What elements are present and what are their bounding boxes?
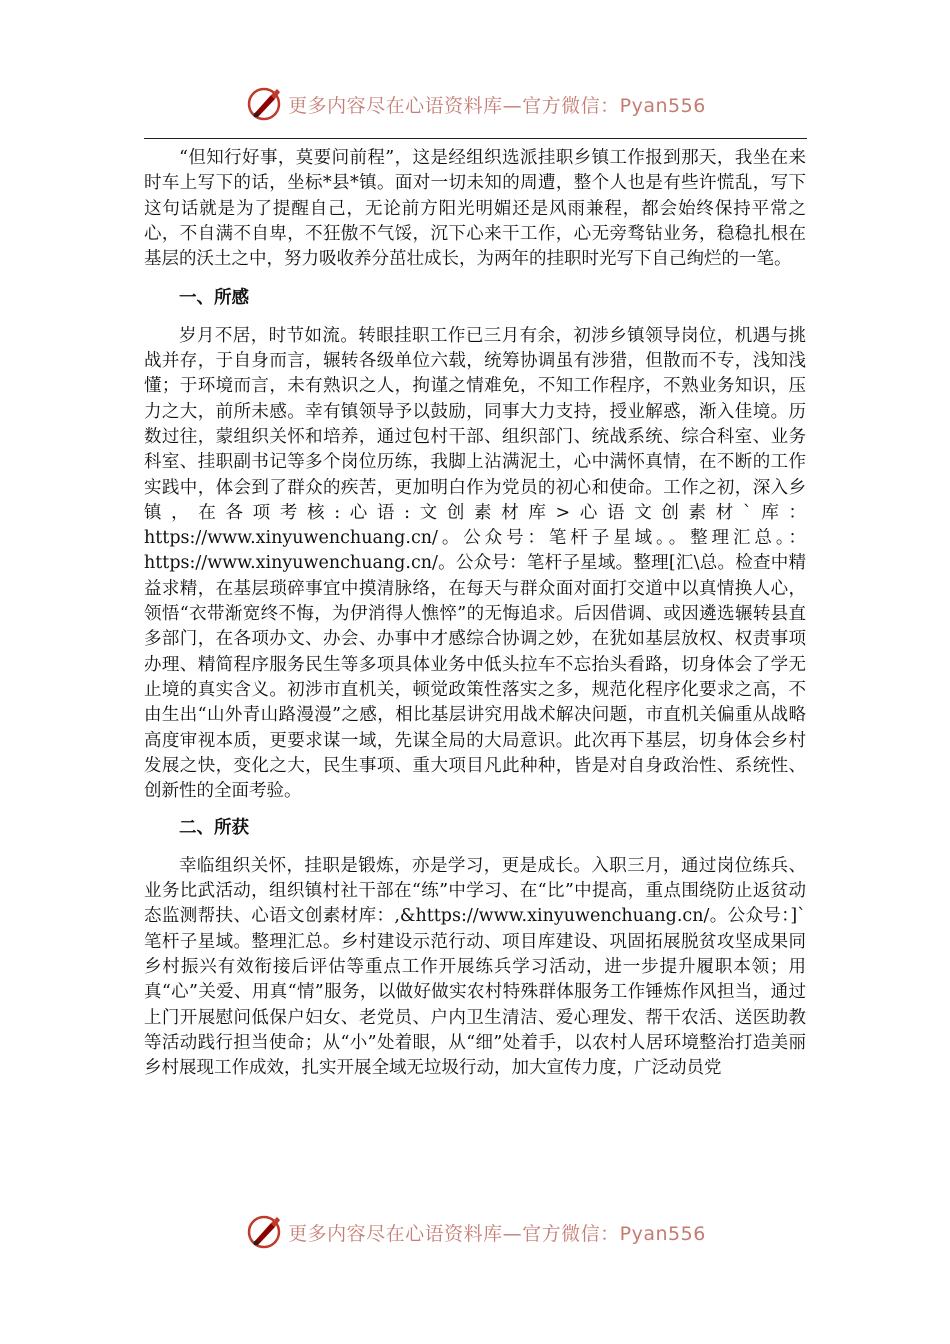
pen-nib-logo-icon (244, 1212, 284, 1252)
header-banner-text: 更多内容尽在心语资料库—官方微信：Pyan556 (288, 94, 706, 117)
section-heading-1: 一、所感 (179, 288, 249, 309)
header-banner (0, 82, 950, 126)
pen-nib-logo-icon (244, 84, 284, 124)
document-body (144, 146, 806, 1081)
section-2-paragraph: 幸临组织关怀，挂职是锻炼，亦是学习，更是成长。入职三月，通过岗位练兵、业务比武活动，组织镇村社干部在“练”中学习、在“比”中提高，重点围绕防止返贫动态监测帮扶、心语文创素材库：,&https://www.xinyuwenchuang.cn/。公众号：]`笔杆子星域。整理汇总。乡村建设示范行动、项目库建设、巩固拓展脱贫攻坚成果同乡村振兴有效衔接后评估等重点工作开展练兵学习活动，进一步提升履职本领；用真“心”关爱、用真“情”服务，以做好做实农村特殊群体服务工作锤炼作风担当，通过上门开展慰问低保户妇女、老党员、户内卫生清洁、爱心理发、帮干农活、送医助教等活动践行担当使命；从“小”处着眼，从“细”处着手，以农村人居环境整治打造美丽乡村展现工作成效，扎实开展全域无垃圾行动，加大宣传力度，广泛动员党 (144, 855, 806, 1079)
footer-banner-text: 更多内容尽在心语资料库—官方微信：Pyan556 (288, 1222, 706, 1245)
intro-paragraph: “但知行好事，莫要问前程”，这是经组织选派挂职乡镇工作报到那天，我坐在来时车上写下的话，坐标*县*镇。面对一切未知的周遭，整个人也是有些许慌乱，写下这句话就是为了提醒自己，无论前方阳光明媚还是风雨兼程，都会始终保持平常之心，不自满不自卑，不狂傲不气馁，沉下心来干工作，心无旁骛钻业务，稳稳扎根在基层的沃土之中，努力吸收养分茁壮成长，为两年的挂职时光写下自己绚烂的一笔。 (144, 148, 806, 270)
header-divider (144, 138, 807, 139)
section-heading-2: 二、所获 (179, 818, 249, 839)
section-1-paragraph: 岁月不居，时节如流。转眼挂职工作已三月有余，初涉乡镇领导岗位，机遇与挑战并存，于自身而言，辗转各级单位六载，统筹协调虽有涉猎，但散而不专，浅知浅懂；于环境而言，未有熟识之人，拘谨之情难免，不知工作程序，不熟业务知识，压力之大，前所未感。幸有镇领导予以鼓励，同事大力支持，授业解惑，渐入佳境。历数过往，蒙组织关怀和培养，通过包村干部、组织部门、统战系统、综合科室、业务科室、挂职副书记等多个岗位历练，我脚上沾满泥土，心中满怀真情，在不断的工作实践中，体会到了群众的疾苦，更加明白作为党员的初心和使命。工作之初，深入乡镇，在各项考核:心语:文创素材库>心语文创素材`库：https://www.xinyuwenchuang.cn/。公众号：笔杆子星域。。整理汇总。：https://www.xinyuwenchuang.cn/。公众号：笔杆子星域。整理[汇\总。检查中精益求精，在基层琐碎事宜中摸清脉络，在每天与群众面对面打交道中以真情换人心，领悟“衣带渐宽终不悔，为伊消得人憔悴”的无悔追求。后因借调、或因遴选辗转县直多部门，在各项办文、办会、办事中才感综合协调之妙，在犹如基层放权、权责事项办理、精简程序服务民生等多项具体业务中低头拉车不忘抬头看路，切身体会了学无止境的真实含义。初涉市直机关，顿觉政策性落实之多，规范化程序化要求之高，不由生出“山外青山路漫漫”之感，相比基层讲究用战术解决问题，市直机关偏重从战略高度审视本质，更要求谋一域，先谋全局的大局意识。此次再下基层，切身体会乡村发展之快，变化之大，民生事项、重大项目凡此种种，皆是对自身政治性、系统性、创新性的全面考验。 (144, 325, 806, 802)
footer-banner (0, 1210, 950, 1254)
